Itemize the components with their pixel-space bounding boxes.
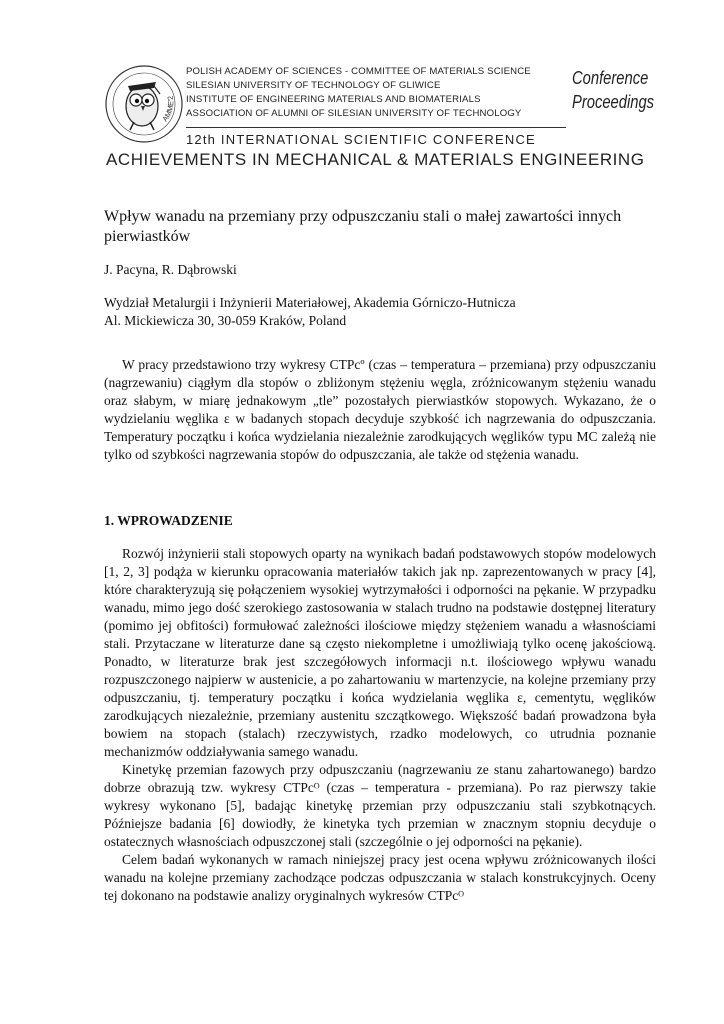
conference-title: ACHIEVEMENTS IN MECHANICAL & MATERIALS ENGINEERING [106, 150, 645, 169]
org-line-3: INSTITUTE OF ENGINEERING MATERIALS AND BIOMATERIALS [186, 94, 481, 105]
affiliation-line-1: Wydział Metalurgii i Inżynierii Materiałowej, Akademia Górniczo-Hutnicza [104, 295, 516, 310]
header-divider [186, 127, 566, 128]
conference-logo [104, 64, 184, 144]
paper-authors: J. Pacyna, R. Dąbrowski [104, 262, 237, 277]
badge-line-conference: Conference [572, 68, 649, 88]
org-line-4: ASSOCIATION OF ALUMNI OF SILESIAN UNIVERSITY OF TECHNOLOGY [186, 108, 522, 119]
org-line-2: SILESIAN UNIVERSITY OF TECHNOLOGY OF GLIWICE [186, 80, 441, 91]
paper-title: Wpływ wanadu na przemiany przy odpuszczaniu stali o małej zawartości innych pierwiastków [104, 208, 622, 245]
logo-arc-text: AMME'2 [160, 95, 176, 124]
conference-proceedings-badge [572, 66, 656, 134]
body-text [104, 545, 656, 905]
org-line-1: POLISH ACADEMY OF SCIENCES - COMMITTEE OF MATERIALS SCIENCE [186, 66, 531, 77]
badge-line-proceedings: Proceedings [572, 92, 655, 112]
section-heading: 1. WPROWADZENIE [104, 513, 233, 528]
conference-number: 12th INTERNATIONAL SCIENTIFIC CONFERENCE [186, 132, 536, 147]
paragraph-1: Rozwój inżynierii stali stopowych oparty na wynikach badań podstawowych stopów modelowych [1, 2, 3] podąża w kierunku opracowania materiałów takich jak np. zaprezentowanych w pracy [4], które charakteryzują się połączeniem wysokiej wytrzymałości i odporności na pękanie. W przypadku wanadu, mimo jego dość szerokiego zastosowania w stalach trudno na podstawie dostępnej literatury (pomimo jej obfitości) formułować zależności ilościowe między stężeniem wanadu a własnościami stali. Przytaczane w literaturze dane są często niekompletne i umożliwiają tylko ocenę jakościową. Ponadto, w literaturze brak jest szczegółowych informacji n.t. ilościowego wpływu wanadu rozpuszczonego najpierw w austenicie, a po zahartowaniu w martenzycie, na kolejne przemiany przy odpuszczaniu, tj. temperatury początku i końca wydzielania węglika ε, cementytu, węglików zarodkujących niezależnie, przemiany austenitu szczątkowego. Większość badań prowadzona była bowiem na stopach (stalach) rzeczywistych, rzadko modelowych, co utrudnia poznanie mechanizmów oddziaływania samego wanadu. [104, 546, 656, 759]
paper-affiliation [104, 294, 516, 330]
abstract: W pracy przedstawiono trzy wykresy CTPcº (czas – temperatura – przemiana) przy odpuszczaniu (nagrzewaniu) ciągłym dla stopów o zbliżonym stężeniu węgla, zróżnicowanym stężeniu wanadu oraz słabym, w miarę jednakowym „tle” pozostałych pierwiastków stopowych. Wykazano, że o wydzielaniu węglika ε w badanych stopach decyduje szybkość ich nagrzewania do odpuszczania. Temperatury początku i końca wydzielania niezależnie zarodkujących węglików typu MC zależą nie tylko od szybkości nagrzewania stopów do odpuszczania, ale także od stężenia wanadu. [104, 357, 656, 462]
paragraph-2: Kinetykę przemian fazowych przy odpuszczaniu (nagrzewaniu ze stanu zahartowanego) bardzo dobrze obrazują tzw. wykresy CTPcᴼ (czas – temperatura - przemiana). Po raz pierwszy takie wykresy wykonano [5], badając kinetykę przemian przy odpuszczaniu stali szybkotnących. Późniejsze badania [6] dowiodły, że kinetyka tych przemian w znacznym stopniu decyduje o ostatecznych własnościach odpuszczonej stali (szczególnie o jej odporności na pękanie). [104, 762, 656, 849]
paragraph-3: Celem badań wykonanych w ramach niniejszej pracy jest ocena wpływu zróżnicowanych ilości wanadu na kolejne przemiany zachodzące podczas odpuszczania w stalach konstrukcyjnych. Oceny tej dokonano na podstawie analizy oryginalnych wykresów CTPcᴼ [104, 852, 656, 903]
owl-emblem-icon [104, 64, 184, 144]
affiliation-line-2: Al. Mickiewicza 30, 30-059 Kraków, Poland [104, 313, 347, 328]
